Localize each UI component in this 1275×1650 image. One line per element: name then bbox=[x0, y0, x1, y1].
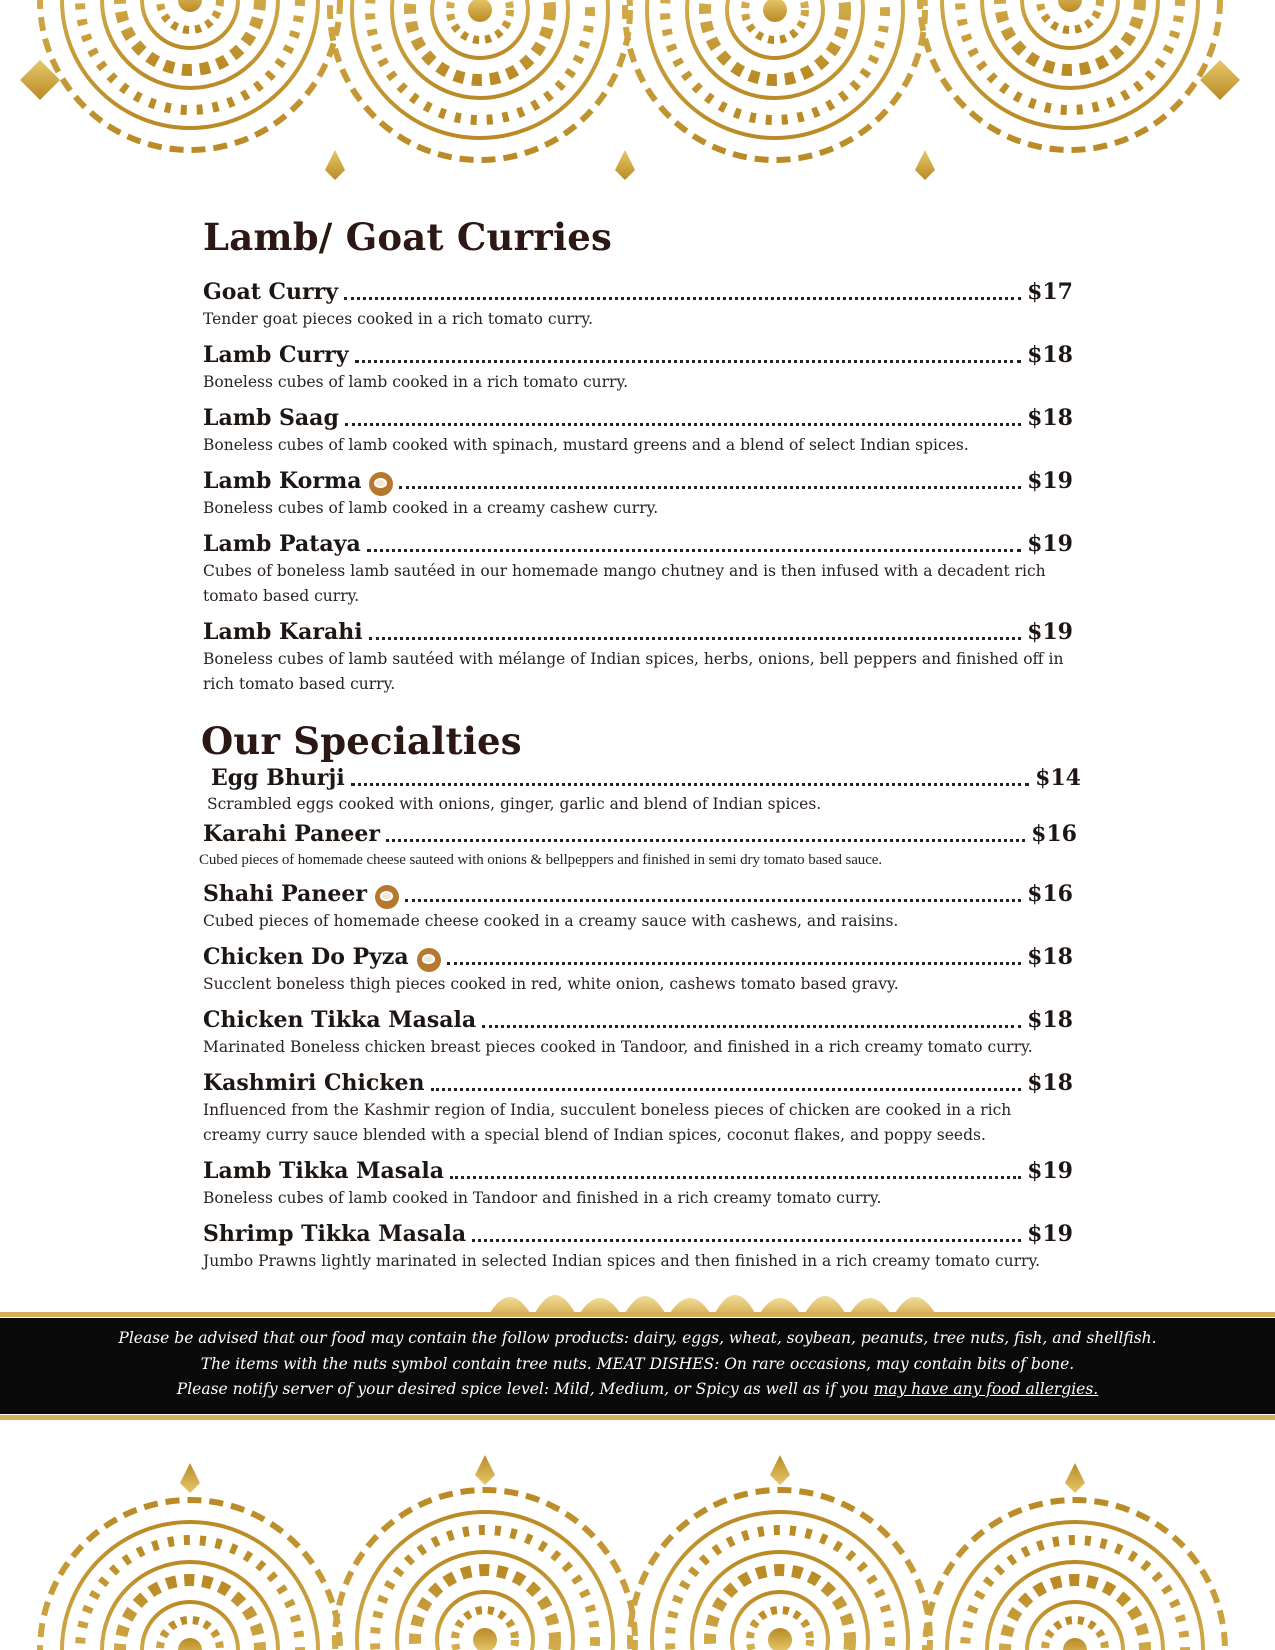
item-price: $18 bbox=[1027, 944, 1073, 970]
item-price: $18 bbox=[1027, 342, 1073, 368]
leader-dots bbox=[450, 1174, 1021, 1179]
menu-item bbox=[207, 765, 1081, 815]
leader-dots bbox=[472, 1237, 1021, 1242]
menu-item bbox=[203, 464, 1073, 521]
item-name: Lamb Saag bbox=[203, 405, 339, 431]
item-description: Jumbo Prawns lightly marinated in selected Indian spices and then finished in a rich creamy tomato curry. bbox=[203, 1252, 1041, 1270]
menu-item bbox=[203, 615, 1073, 697]
item-name: Lamb Tikka Masala bbox=[203, 1158, 445, 1184]
leader-dots bbox=[482, 1023, 1021, 1028]
item-name: Kashmiri Chicken bbox=[203, 1070, 425, 1096]
item-name: Lamb Pataya bbox=[203, 531, 361, 557]
item-description: Tender goat pieces cooked in a rich tomato curry. bbox=[203, 310, 594, 328]
top-mandala-border bbox=[0, 0, 1275, 185]
tree-nut-icon bbox=[369, 472, 393, 496]
menu-item bbox=[203, 401, 1073, 458]
menu-item bbox=[203, 1066, 1073, 1148]
leader-dots bbox=[351, 781, 1029, 786]
item-name: Chicken Tikka Masala bbox=[203, 1007, 477, 1033]
menu-item bbox=[203, 275, 1073, 332]
item-description: Boneless cubes of lamb cooked in a rich tomato curry. bbox=[203, 373, 629, 391]
item-price: $18 bbox=[1027, 1007, 1073, 1033]
item-name: Lamb Curry bbox=[203, 342, 349, 368]
item-price: $17 bbox=[1027, 279, 1073, 305]
leader-dots bbox=[431, 1086, 1022, 1091]
menu-content bbox=[199, 215, 1081, 1280]
gold-rule bbox=[0, 1415, 1275, 1420]
leader-dots bbox=[344, 295, 1021, 300]
item-description: Influenced from the Kashmir region of India, succulent boneless pieces of chicken are cooked in a rich creamy curry sauce blended with a special blend of Indian spices, coconut flakes, and poppy seeds. bbox=[203, 1101, 1012, 1144]
section-title-specialties: Our Specialties bbox=[201, 719, 522, 763]
item-name: Shrimp Tikka Masala bbox=[203, 1221, 467, 1247]
item-name: Lamb Korma bbox=[203, 468, 362, 494]
menu-item bbox=[203, 1003, 1073, 1060]
item-description: Scrambled eggs cooked with onions, ginger, garlic and blend of Indian spices. bbox=[207, 795, 822, 813]
leader-dots bbox=[345, 421, 1021, 426]
item-price: $19 bbox=[1027, 619, 1073, 645]
item-price: $18 bbox=[1027, 1070, 1073, 1096]
item-name: Egg Bhurji bbox=[211, 765, 345, 791]
menu-item bbox=[203, 877, 1073, 934]
item-name: Chicken Do Pyza bbox=[203, 944, 409, 970]
menu-item bbox=[203, 940, 1073, 997]
item-description: Boneless cubes of lamb cooked in a creamy cashew curry. bbox=[203, 499, 659, 517]
gold-rule bbox=[0, 1312, 1275, 1317]
allergy-underlined-text: may have any food allergies. bbox=[873, 1380, 1099, 1398]
notice-line-2: The items with the nuts symbol contain tree nuts. MEAT DISHES: On rare occasions, may contain bits of bone. bbox=[200, 1354, 1075, 1373]
item-description: Cubes of boneless lamb sautéed in our homemade mango chutney and is then infused with a decadent rich tomato based curry. bbox=[203, 562, 1046, 605]
menu-item bbox=[203, 1154, 1073, 1211]
leader-dots bbox=[399, 484, 1021, 489]
scallop-ornament bbox=[480, 1277, 940, 1313]
item-price: $16 bbox=[1027, 881, 1073, 907]
leader-dots bbox=[355, 358, 1022, 363]
item-price: $14 bbox=[1035, 765, 1081, 791]
bottom-mandala-border bbox=[0, 1455, 1275, 1650]
section-title-lamb-goat: Lamb/ Goat Curries bbox=[203, 215, 612, 259]
notice-line-3 bbox=[0, 1377, 1275, 1403]
leader-dots bbox=[386, 837, 1025, 842]
item-price: $19 bbox=[1027, 468, 1073, 494]
notice-line-3-text: Please notify server of your desired spice level: Mild, Medium, or Spicy as well as if you bbox=[176, 1380, 874, 1398]
item-description: Boneless cubes of lamb cooked with spinach, mustard greens and a blend of select Indian spices. bbox=[203, 436, 969, 454]
item-description: Succlent boneless thigh pieces cooked in red, white onion, cashews tomato based gravy. bbox=[203, 975, 899, 993]
item-price: $18 bbox=[1027, 405, 1073, 431]
item-description: Cubed pieces of homemade cheese cooked in a creamy sauce with cashews, and raisins. bbox=[203, 912, 899, 930]
item-description: Boneless cubes of lamb sautéed with mélange of Indian spices, herbs, onions, bell peppers and finished off in rich tomato based curry. bbox=[203, 650, 1064, 693]
item-price: $19 bbox=[1027, 1221, 1073, 1247]
leader-dots bbox=[367, 547, 1021, 552]
item-description: Boneless cubes of lamb cooked in Tandoor and finished in a rich creamy tomato curry. bbox=[203, 1189, 882, 1207]
menu-item bbox=[199, 821, 1077, 871]
allergy-notice-text bbox=[0, 1326, 1275, 1403]
item-price: $16 bbox=[1031, 821, 1077, 847]
menu-item bbox=[203, 527, 1073, 609]
tree-nut-icon bbox=[375, 885, 399, 909]
leader-dots bbox=[405, 897, 1021, 902]
item-description: Cubed pieces of homemade cheese sauteed with onions & bellpeppers and finished in semi dry tomato based sauce. bbox=[199, 852, 882, 868]
item-name: Karahi Paneer bbox=[203, 821, 381, 847]
item-price: $19 bbox=[1027, 531, 1073, 557]
item-description: Marinated Boneless chicken breast pieces cooked in Tandoor, and finished in a rich creamy tomato curry. bbox=[203, 1038, 1033, 1056]
leader-dots bbox=[447, 960, 1021, 965]
allergy-notice-banner bbox=[0, 1312, 1275, 1422]
item-price: $19 bbox=[1027, 1158, 1073, 1184]
menu-item bbox=[203, 338, 1073, 395]
tree-nut-icon bbox=[417, 948, 441, 972]
menu-item bbox=[203, 1217, 1073, 1274]
notice-line-1: Please be advised that our food may contain the follow products: dairy, eggs, wheat, soybean, peanuts, tree nuts, fish, and shellfish. bbox=[118, 1329, 1157, 1347]
item-name: Shahi Paneer bbox=[203, 881, 367, 907]
item-name: Lamb Karahi bbox=[203, 619, 363, 645]
item-name: Goat Curry bbox=[203, 279, 339, 305]
leader-dots bbox=[369, 635, 1021, 640]
